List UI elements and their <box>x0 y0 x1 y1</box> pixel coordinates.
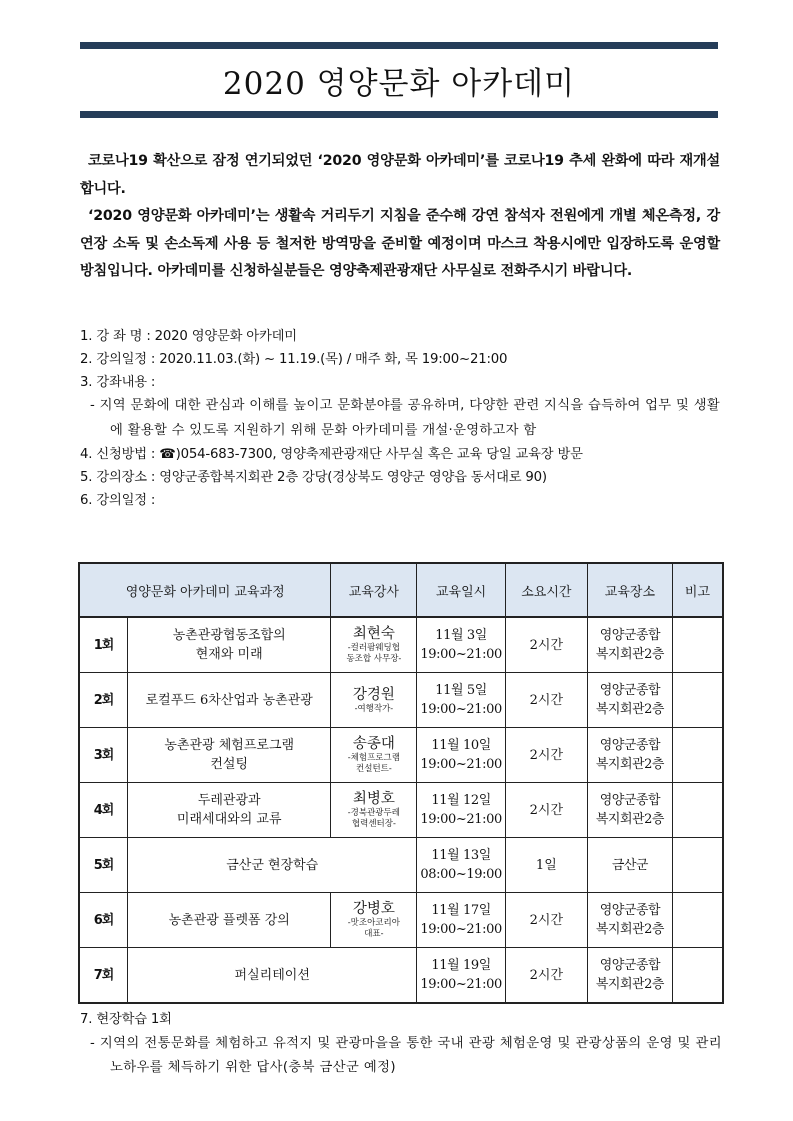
place-cell: 영양군종합 복지회관2층 <box>587 893 672 948</box>
header-place: 교육장소 <box>587 563 672 617</box>
date-cell: 11월 17일 19:00~21:00 <box>417 893 505 948</box>
duration-cell: 2시간 <box>505 948 587 1004</box>
table-row <box>79 728 723 783</box>
item-apply-method: 4. 신청방법 : ☎)054-683-7300, 영양축제관광재단 사무실 혹은 교육 당일 교육장 방문 <box>80 447 583 462</box>
table-row <box>79 783 723 838</box>
table-row <box>79 948 723 1004</box>
course-title: 농촌관광협동조합의 현재와 미래 <box>128 617 331 673</box>
date-cell: 11월 3일 19:00~21:00 <box>417 617 505 673</box>
lecturer-cell: 최병호 -경북관광두레 협력센터장- <box>331 783 417 838</box>
lecturer-cell: 최현숙 -컬러팜웨딩협 동조합 사무장- <box>331 617 417 673</box>
date-cell: 11월 19일 19:00~21:00 <box>417 948 505 1004</box>
note-cell <box>672 893 723 948</box>
session-number: 5회 <box>79 838 128 893</box>
header-date: 교육일시 <box>417 563 505 617</box>
note-cell <box>672 673 723 728</box>
title-top-bar <box>80 42 718 49</box>
duration-cell: 2시간 <box>505 728 587 783</box>
course-title: 농촌관광 체험프로그램 컨설팅 <box>128 728 331 783</box>
place-cell: 영양군종합 복지회관2층 <box>587 948 672 1004</box>
header-course: 영양문화 아카데미 교육과정 <box>79 563 331 617</box>
place-cell: 영양군종합 복지회관2층 <box>587 783 672 838</box>
date-cell: 11월 10일 19:00~21:00 <box>417 728 505 783</box>
duration-cell: 2시간 <box>505 673 587 728</box>
note-cell <box>672 617 723 673</box>
duration-cell: 1일 <box>505 838 587 893</box>
intro-paragraph-1: 코로나19 확산으로 잠정 연기되었던 ‘2020 영양문화 아카데미’를 코로나19 추세 완화에 따라 재개설합니다. <box>80 153 720 197</box>
note-cell <box>672 783 723 838</box>
item-venue: 5. 강의장소 : 영양군종합복지회관 2층 강당(경상북도 영양군 영양읍 동서대로 90) <box>80 470 547 485</box>
title-bottom-bar <box>80 111 718 118</box>
intro-section <box>80 148 720 286</box>
date-cell: 11월 12일 19:00~21:00 <box>417 783 505 838</box>
lecturer-cell: 송종대 -체험프로그램 컨설턴트- <box>331 728 417 783</box>
item-content-detail: - 지역 문화에 대한 관심과 이해를 높이고 문화분야를 공유하며, 다양한 관련 지식을 습득하여 업무 및 생활에 활용할 수 있도록 지원하기 위해 문화 아카데미를 개설·운영하고자 함 <box>90 398 720 438</box>
field-trip-section <box>80 1008 722 1080</box>
duration-cell: 2시간 <box>505 783 587 838</box>
document-title: 2020 영양문화 아카데미 <box>222 66 576 102</box>
header-note: 비고 <box>672 563 723 617</box>
table-row <box>79 617 723 673</box>
course-title: 금산군 현장학습 <box>128 838 417 893</box>
course-title: 퍼실리테이션 <box>128 948 417 1004</box>
course-title: 농촌관광 플렛폼 강의 <box>128 893 331 948</box>
item-course-name: 1. 강 좌 명 : 2020 영양문화 아카데미 <box>80 329 297 344</box>
note-cell <box>672 728 723 783</box>
schedule-table <box>78 562 724 1004</box>
place-cell: 영양군종합 복지회관2층 <box>587 728 672 783</box>
note-cell <box>672 948 723 1004</box>
intro-paragraph-2: ‘2020 영양문화 아카데미’는 생활속 거리두기 지침을 준수해 강연 참석자 전원에게 개별 체온측정, 강연장 소독 및 손소독제 사용 등 철저한 방역망을 준비할 예정이며 마스크 착용시에만 입장하도록 운영할 방침입니다. 아카데미를 신청하실분들은 영양축제관광재단 사무실로 전화주시기 바랍니다. <box>80 208 720 279</box>
header-duration: 소요시간 <box>505 563 587 617</box>
session-number: 4회 <box>79 783 128 838</box>
item-field-trip-detail: - 지역의 전통문화를 체험하고 유적지 및 관광마을을 통한 국내 관광 체험운영 및 관광상품의 운영 및 관리 노하우를 체득하기 위한 답사(충북 금산군 예정) <box>90 1036 722 1075</box>
date-cell: 11월 5일 19:00~21:00 <box>417 673 505 728</box>
date-cell: 11월 13일 08:00~19:00 <box>417 838 505 893</box>
place-cell: 영양군종합 복지회관2층 <box>587 617 672 673</box>
place-cell: 영양군종합 복지회관2층 <box>587 673 672 728</box>
item-field-trip: 7. 현장학습 1회 <box>80 1012 172 1027</box>
table-row <box>79 838 723 893</box>
session-number: 3회 <box>79 728 128 783</box>
lecturer-cell: 강경원 -여행작가- <box>331 673 417 728</box>
item-content: 3. 강좌내용 : <box>80 375 156 390</box>
item-schedule: 2. 강의일정 : 2020.11.03.(화) ~ 11.19.(목) / 매주 화, 목 19:00~21:00 <box>80 352 508 367</box>
item-lecture-schedule: 6. 강의일정 : <box>80 493 156 508</box>
lecturer-cell: 강병호 -맛조아코리아 대표- <box>331 893 417 948</box>
header-lecturer: 교육강사 <box>331 563 417 617</box>
table-header-row <box>79 563 723 617</box>
place-cell: 금산군 <box>587 838 672 893</box>
session-number: 2회 <box>79 673 128 728</box>
course-title: 두레관광과 미래세대와의 교류 <box>128 783 331 838</box>
duration-cell: 2시간 <box>505 617 587 673</box>
table-row <box>79 893 723 948</box>
duration-cell: 2시간 <box>505 893 587 948</box>
info-list <box>80 325 720 512</box>
session-number: 7회 <box>79 948 128 1004</box>
course-title: 로컬푸드 6차산업과 농촌관광 <box>128 673 331 728</box>
session-number: 1회 <box>79 617 128 673</box>
table-row <box>79 673 723 728</box>
session-number: 6회 <box>79 893 128 948</box>
note-cell <box>672 838 723 893</box>
